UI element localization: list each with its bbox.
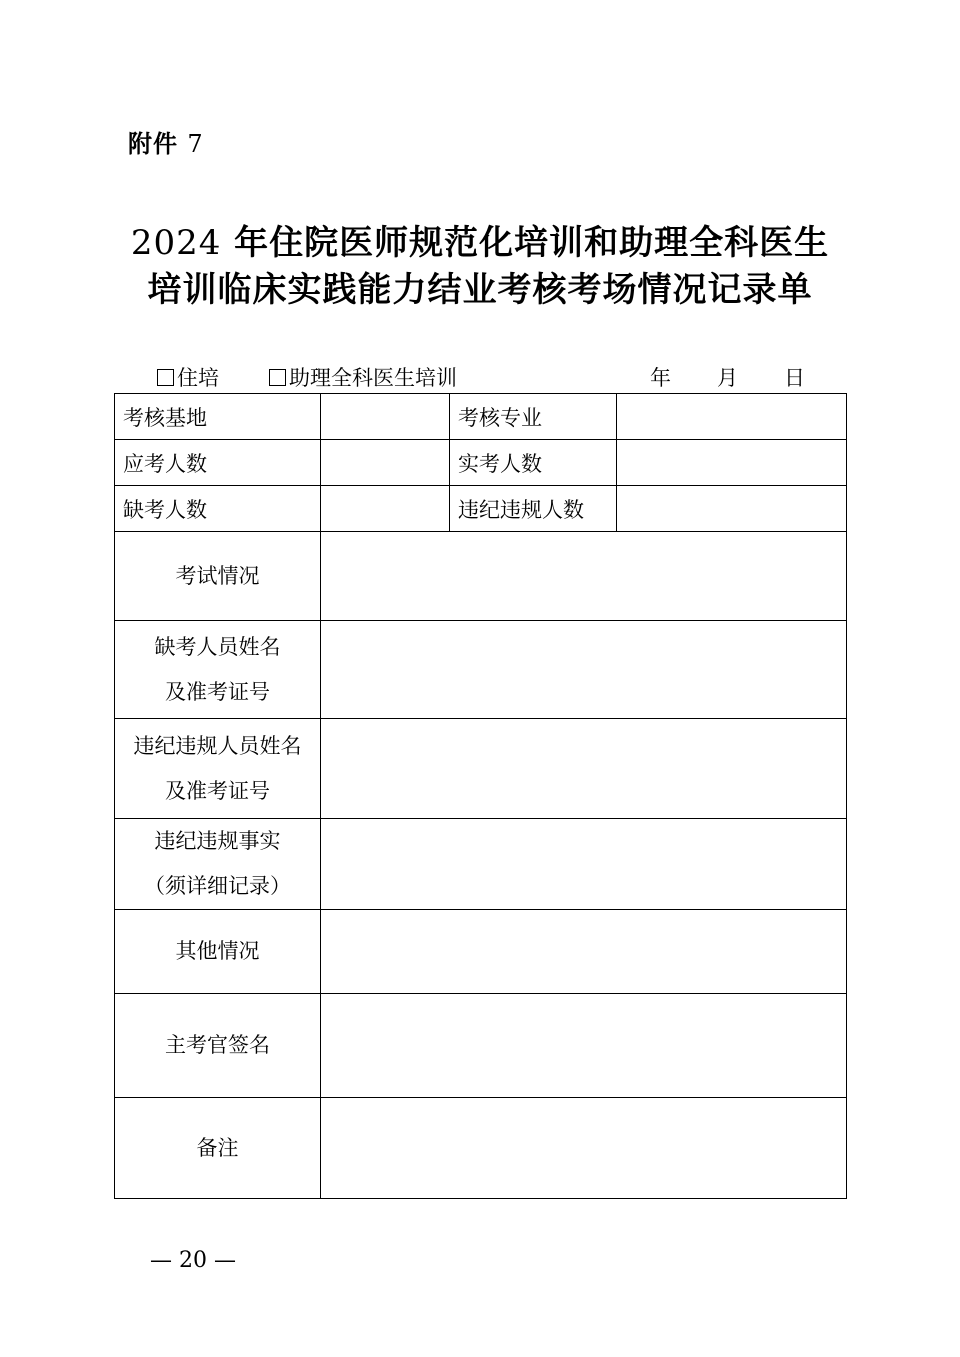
actual-count-label: 实考人数 bbox=[450, 440, 617, 486]
remarks-label: 备注 bbox=[115, 1098, 321, 1199]
violator-names-field[interactable] bbox=[321, 719, 847, 819]
expected-count-label: 应考人数 bbox=[115, 440, 321, 486]
absent-names-field[interactable] bbox=[321, 621, 847, 719]
option-assistant-gp-label: 助理全科医生培训 bbox=[289, 366, 457, 390]
absent-count-field[interactable] bbox=[321, 486, 450, 532]
option-assistant-gp[interactable] bbox=[269, 362, 457, 392]
option-residency[interactable] bbox=[157, 362, 219, 392]
attachment-label-text: 附件 bbox=[128, 130, 178, 158]
absent-names-label-line2: 及准考证号 bbox=[165, 679, 270, 704]
attachment-number: 7 bbox=[187, 130, 204, 158]
other-situation-label: 其他情况 bbox=[115, 910, 321, 994]
other-situation-field[interactable] bbox=[321, 910, 847, 994]
exam-base-field[interactable] bbox=[321, 394, 450, 440]
date-month-label: 月 bbox=[717, 366, 738, 390]
violator-names-label-line1: 违纪违规人员姓名 bbox=[133, 733, 302, 758]
violator-names-label bbox=[115, 719, 321, 819]
expected-count-field[interactable] bbox=[321, 440, 450, 486]
table-row bbox=[115, 819, 847, 910]
violation-count-field[interactable] bbox=[617, 486, 847, 532]
checkbox-assistant-gp[interactable] bbox=[269, 369, 286, 386]
exam-situation-field[interactable] bbox=[321, 532, 847, 621]
violation-facts-field[interactable] bbox=[321, 819, 847, 910]
violation-facts-label bbox=[115, 819, 321, 910]
table-row bbox=[115, 910, 847, 994]
table-row bbox=[115, 394, 847, 440]
record-table bbox=[114, 393, 847, 1199]
violation-facts-label-line2: （须详细记录） bbox=[144, 874, 291, 898]
absent-names-label-line1: 缺考人员姓名 bbox=[154, 634, 281, 659]
absent-names-label bbox=[115, 621, 321, 719]
absent-count-label: 缺考人数 bbox=[115, 486, 321, 532]
remarks-field[interactable] bbox=[321, 1098, 847, 1199]
page-title-line2: 培训临床实践能力结业考核考场情况记录单 bbox=[147, 270, 813, 310]
violator-names-label-line2: 及准考证号 bbox=[165, 778, 270, 803]
title-line1-text: 年住院医师规范化培训和助理全科医生 bbox=[221, 223, 830, 263]
chief-signature-field[interactable] bbox=[321, 994, 847, 1098]
date-year-label: 年 bbox=[650, 366, 671, 390]
title-year: 2024 bbox=[130, 223, 222, 263]
chief-signature-label: 主考官签名 bbox=[115, 994, 321, 1098]
attachment-label bbox=[128, 124, 204, 159]
exam-base-label: 考核基地 bbox=[115, 394, 321, 440]
exam-specialty-label: 考核专业 bbox=[450, 394, 617, 440]
options-row bbox=[0, 362, 960, 392]
date-day-label: 日 bbox=[784, 366, 805, 390]
actual-count-field[interactable] bbox=[617, 440, 847, 486]
table-row bbox=[115, 994, 847, 1098]
table-row bbox=[115, 1098, 847, 1199]
table-row bbox=[115, 440, 847, 486]
table-row bbox=[115, 621, 847, 719]
table-row bbox=[115, 719, 847, 819]
table-row bbox=[115, 486, 847, 532]
exam-situation-label: 考试情况 bbox=[115, 532, 321, 621]
option-residency-label: 住培 bbox=[177, 366, 219, 390]
exam-specialty-field[interactable] bbox=[617, 394, 847, 440]
violation-facts-label-line1: 违纪违规事实 bbox=[154, 829, 281, 853]
table-row bbox=[115, 532, 847, 621]
violation-count-label: 违纪违规人数 bbox=[450, 486, 617, 532]
page-number: — 20 — bbox=[150, 1248, 236, 1273]
page-title-line1 bbox=[0, 215, 960, 264]
checkbox-residency[interactable] bbox=[157, 369, 174, 386]
